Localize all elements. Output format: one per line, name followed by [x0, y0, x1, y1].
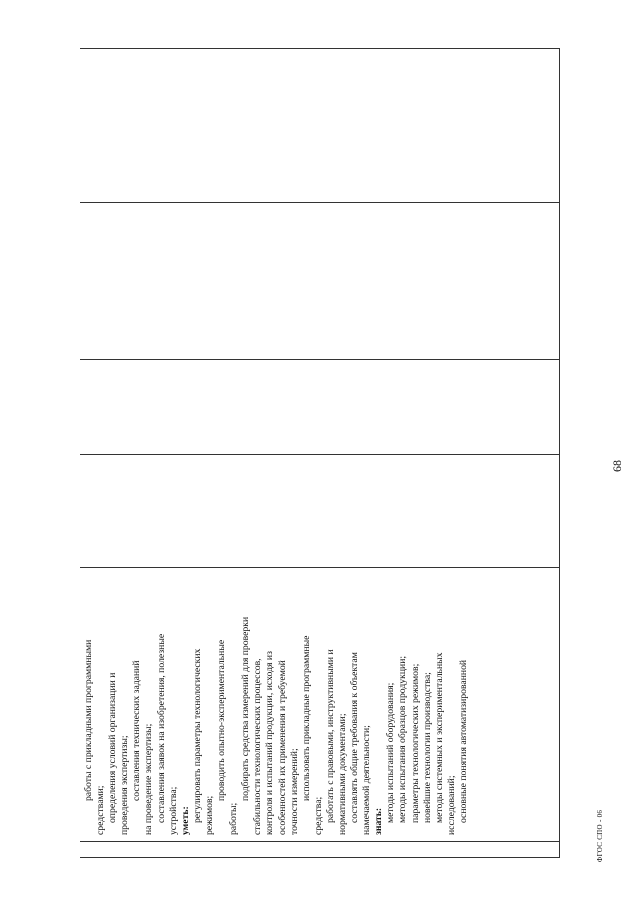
content-line: методы системных и экспериментальных — [433, 652, 445, 824]
content-line: исследований; — [445, 775, 457, 836]
content-line: основные понятия автоматизированной — [457, 659, 469, 824]
content-line: методы испытаний оборудования; — [385, 682, 397, 824]
content-line: проводить опытно-экспериментальные — [216, 639, 228, 802]
table — [80, 48, 560, 858]
content-line: методы испытания образцов продукции; — [397, 655, 409, 824]
content-line: нормативными документами; — [336, 713, 348, 836]
content-line: на проведение экспертизы; — [143, 723, 155, 836]
content-line: новейшие технологии производства; — [421, 672, 433, 824]
page-number: 68 — [610, 460, 624, 472]
content-line: средства; — [312, 796, 324, 836]
content-line: составления заявок на изобретения, полезные — [155, 633, 167, 824]
content-line: проведения экспертизы; — [119, 735, 131, 836]
content-line: особенностей их применения и требуемой — [276, 660, 288, 836]
content-line: составлять общие требования к объектам — [349, 652, 361, 824]
table-column-content — [80, 567, 559, 841]
table-column-index — [80, 841, 559, 857]
table-column-empty-4 — [80, 359, 559, 454]
content-line: контроля и испытаний продукции, исходя из — [264, 651, 276, 836]
content-line: использовать прикладные программные — [300, 635, 312, 802]
content-line: работы; — [228, 802, 240, 836]
content-line: составления технических заданий — [131, 660, 143, 802]
content-line: подбирать средства измерений для проверки — [240, 616, 252, 802]
content-line: работать с правовыми, инструктивными и — [324, 649, 336, 824]
content-line: параметры технологических режимов; — [409, 663, 421, 824]
section-heading: уметь: — [179, 806, 191, 836]
section-heading: знать: — [373, 807, 385, 836]
content-line: режимов; — [203, 795, 215, 836]
content-line: определения условий организации и — [107, 672, 119, 824]
table-column-empty-3 — [80, 454, 559, 567]
table-column-empty-6 — [80, 49, 559, 202]
content-line: точности измерений; — [288, 748, 300, 836]
content-line: средствами; — [95, 785, 107, 836]
table-column-empty-5 — [80, 202, 559, 360]
content-line: работы с прикладными программными — [83, 639, 94, 802]
content-line: стабильности технологических процессов, — [252, 658, 264, 836]
content-line: намечаемой деятельности; — [361, 725, 373, 836]
content-line: устройства; — [167, 786, 179, 836]
page-footer: ФГОС СПО - 06 — [596, 809, 604, 863]
content-line: регулировать параметры технологических — [191, 648, 203, 824]
